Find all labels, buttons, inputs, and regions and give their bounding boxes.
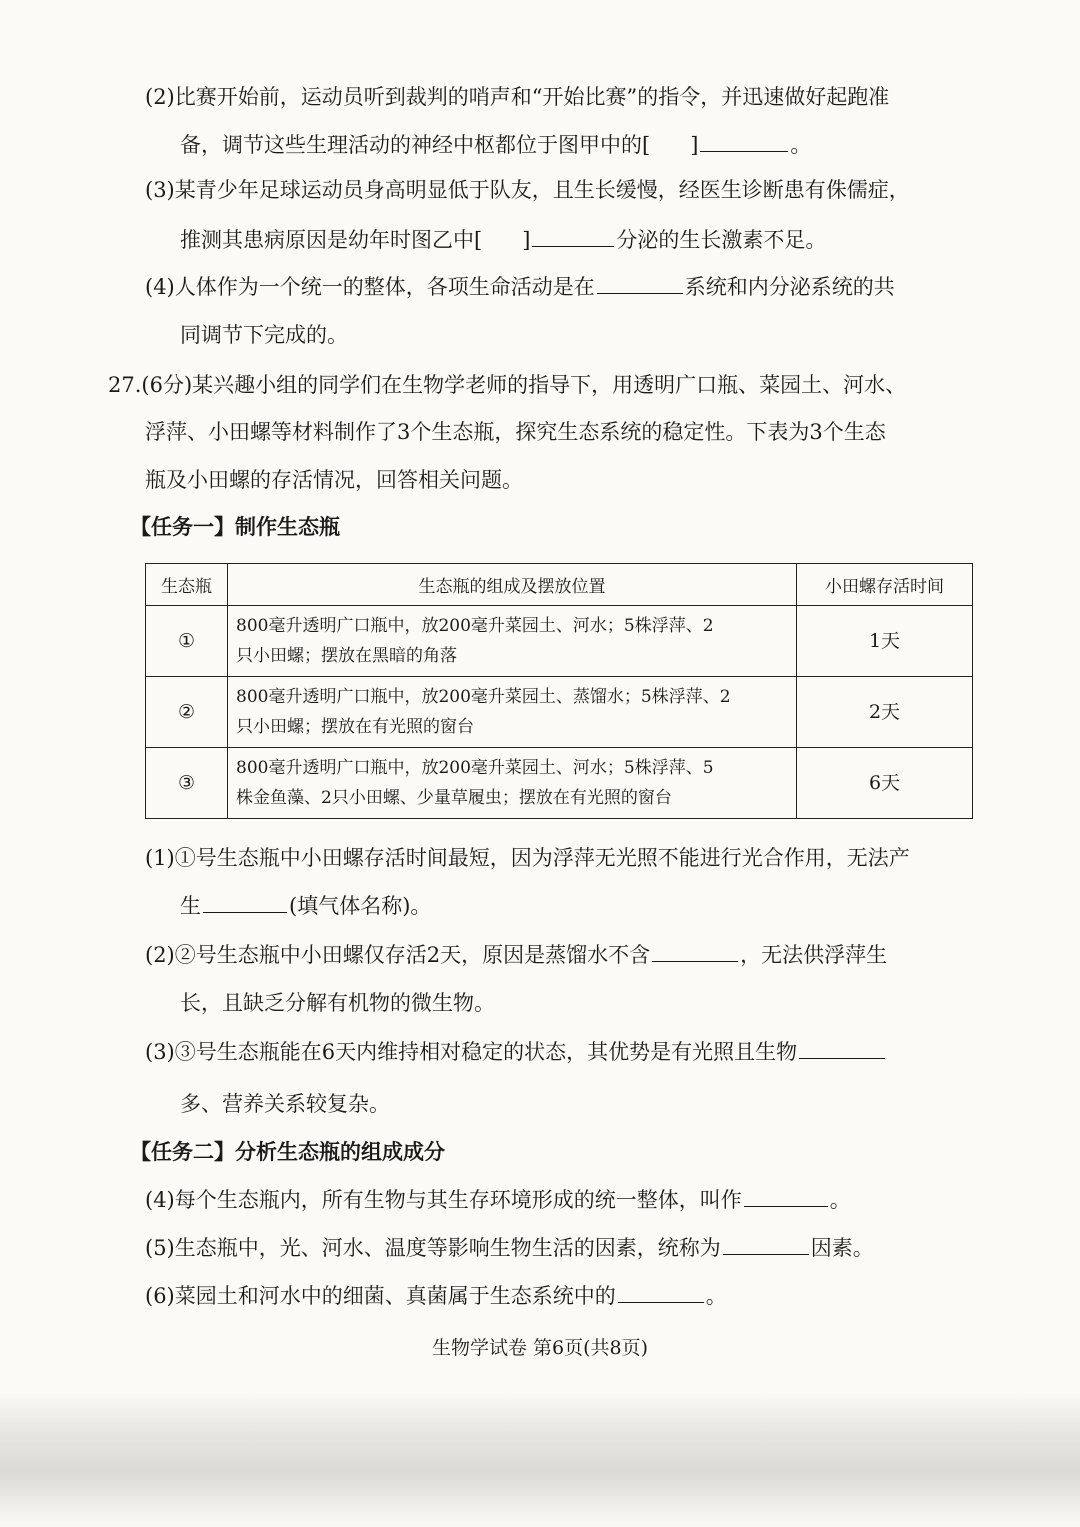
q26-item2-line1: (2)比赛开始前，运动员听到裁判的哨声和“开始比赛”的指令，并迅速做好起跑准 xyxy=(145,85,890,109)
bottle-desc-cell xyxy=(228,748,797,819)
q27-stem-line2: 浮萍、小田螺等材料制作了3个生态瓶，探究生态系统的稳定性。下表为3个生态 xyxy=(145,420,886,444)
table-body xyxy=(146,606,973,819)
q27-sub2-text2: ，无法供浮萍生 xyxy=(740,943,888,967)
bottle-id-cell: ① xyxy=(146,606,228,677)
q26-item3-line1: (3)某青少年足球运动员身高明显低于队友，且生长缓慢，经医生诊断患有侏儒症， xyxy=(145,178,910,202)
q26-item2-bracket-close: ] xyxy=(690,133,699,157)
q27-sub3-text: (3)③号生态瓶能在6天内维持相对稳定的状态，其优势是有光照且生物 xyxy=(145,1040,798,1064)
q27-sub3-line1 xyxy=(145,1038,887,1066)
q27-sub1-line2 xyxy=(180,892,431,920)
q26-item4-text: (4)人体作为一个统一的整体，各项生命活动是在 xyxy=(145,275,595,299)
desc-line: 800毫升透明广口瓶中，放200毫升菜园土、蒸馏水；5株浮萍、2 xyxy=(236,687,731,707)
bottle-id-cell: ② xyxy=(146,677,228,748)
q27-sub6-line xyxy=(145,1282,727,1310)
q26-item4-line2: 同调节下完成的。 xyxy=(180,323,348,347)
answer-blank[interactable] xyxy=(723,1234,809,1255)
q27-sub6-text: (6)菜园土和河水中的细菌、真菌属于生态系统中的 xyxy=(145,1284,616,1308)
q27-sub4-end: 。 xyxy=(829,1188,851,1212)
answer-blank[interactable] xyxy=(618,1282,704,1303)
q27-sub3-line2: 多、营养关系较复杂。 xyxy=(180,1092,390,1116)
q27-sub5-end: 因素。 xyxy=(810,1236,874,1260)
q27-sub1-end: (填气体名称)。 xyxy=(289,894,432,918)
desc-line: 只小田螺；摆放在黑暗的角落 xyxy=(236,646,457,666)
q26-item2-end: 。 xyxy=(790,133,812,157)
survival-cell: 2天 xyxy=(797,677,973,748)
answer-blank[interactable] xyxy=(744,1186,828,1207)
q27-sub1-line1: (1)①号生态瓶中小田螺存活时间最短，因为浮萍无光照不能进行光合作用，无法产 xyxy=(145,846,910,870)
task1-heading: 【任务一】制作生态瓶 xyxy=(130,514,340,539)
q26-item2-text: 备，调节这些生理活动的神经中枢都位于图甲中的[ xyxy=(180,133,651,157)
desc-line: 只小田螺；摆放在有光照的窗台 xyxy=(236,717,474,737)
q27-sub5-text: (5)生态瓶中，光、河水、温度等影响生物生活的因素，统称为 xyxy=(145,1236,721,1260)
q26-item3-text: 推测其患病原因是幼年时图乙中[ xyxy=(180,228,483,252)
q26-item3-line2 xyxy=(180,226,826,254)
q26-item4-text2: 系统和内分泌系统的共 xyxy=(684,275,895,299)
q26-item2-line2 xyxy=(180,131,811,159)
desc-line: 800毫升透明广口瓶中，放200毫升菜园土、河水；5株浮萍、5 xyxy=(236,758,714,778)
q27-sub6-end: 。 xyxy=(705,1284,727,1308)
q27-sub2-line1 xyxy=(145,941,887,969)
page-footer: 生物学试卷 第6页(共8页) xyxy=(431,1337,649,1359)
bottle-id-cell: ③ xyxy=(146,748,228,819)
q27-stem-line3: 瓶及小田螺的存活情况，回答相关问题。 xyxy=(145,468,523,492)
eco-bottle-table xyxy=(145,563,973,819)
q27-sub4-text: (4)每个生态瓶内，所有生物与其生存环境形成的统一整体，叫作 xyxy=(145,1188,742,1212)
desc-line: 800毫升透明广口瓶中，放200毫升菜园土、河水；5株浮萍、2 xyxy=(236,616,714,636)
table-header-row xyxy=(146,564,973,606)
q27-sub2-text: (2)②号生态瓶中小田螺仅存活2天，原因是蒸馏水不含 xyxy=(145,943,651,967)
desc-line: 株金鱼藻、2只小田螺、少量草履虫；摆放在有光照的窗台 xyxy=(236,788,672,808)
q27-sub2-line2: 长，且缺乏分解有机物的微生物。 xyxy=(180,991,495,1015)
task2-heading: 【任务二】分析生态瓶的组成成分 xyxy=(130,1139,445,1164)
col-header: 生态瓶的组成及摆放位置 xyxy=(228,564,797,606)
q27-sub5-line xyxy=(145,1234,874,1262)
answer-blank[interactable] xyxy=(532,226,614,247)
q27-sub1-text: 生 xyxy=(180,894,201,918)
q26-item3-bracket-close: ] xyxy=(522,228,531,252)
survival-cell: 6天 xyxy=(797,748,973,819)
answer-blank[interactable] xyxy=(799,1038,885,1059)
bottle-desc-cell xyxy=(228,606,797,677)
col-header: 小田螺存活时间 xyxy=(797,564,973,606)
q27-sub4-line xyxy=(145,1186,851,1214)
answer-blank[interactable] xyxy=(597,273,683,294)
answer-blank[interactable] xyxy=(203,892,287,913)
answer-blank[interactable] xyxy=(700,131,788,152)
table-row xyxy=(146,606,973,677)
answer-blank[interactable] xyxy=(652,941,738,962)
table-row xyxy=(146,748,973,819)
bottle-desc-cell xyxy=(228,677,797,748)
survival-cell: 1天 xyxy=(797,606,973,677)
scan-shadow xyxy=(0,1392,1080,1527)
q26-item4-line1 xyxy=(145,273,895,301)
col-header: 生态瓶 xyxy=(146,564,228,606)
q26-item3-end: 分泌的生长激素不足。 xyxy=(616,228,827,252)
table-row xyxy=(146,677,973,748)
q27-stem-line1: 27.(6分)某兴趣小组的同学们在生物学老师的指导下，用透明广口瓶、菜园土、河水、 xyxy=(108,373,907,397)
